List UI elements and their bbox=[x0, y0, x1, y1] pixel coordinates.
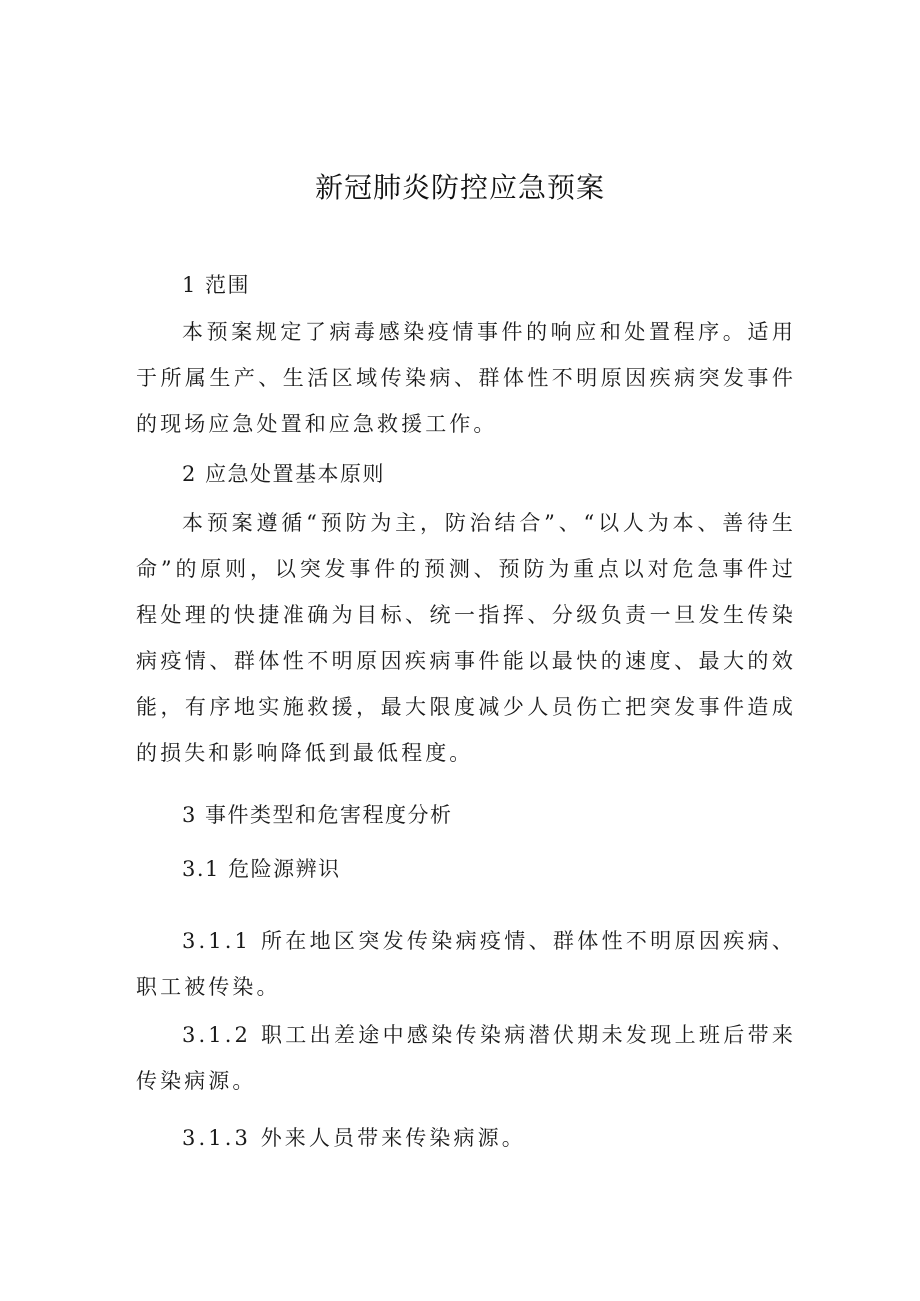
paragraph-3-1-2: 3.1.2 职工出差途中感染传染病潜伏期未发现上班后带来传染病源。 bbox=[136, 1023, 796, 1093]
paragraph-principles: 本预案遵循“预防为主，防治结合”、“以人为本、善待生命”的原则，以突发事件的预测、预防为重点以对危急事件过程处理的快捷准确为目标、统一指挥、分级负责一旦发生传染病疫情、群体性不明原因疾病事件能以最快的速度、最大的效能，有序地实施救援，最大限度减少人员伤亡把突发事件造成的损失和影响降低到最低程度。 bbox=[136, 511, 796, 765]
document-title: 新冠肺炎防控应急预案 bbox=[314, 171, 605, 204]
section-heading-principles: 2 应急处置基本原则 bbox=[182, 462, 386, 486]
paragraph-3-1-1: 3.1.1 所在地区突发传染病疫情、群体性不明原因疾病、职工被传染。 bbox=[136, 929, 796, 999]
subsection-heading-hazard-identification: 3.1 危险源辨识 bbox=[182, 857, 341, 881]
section-heading-scope: 1 范围 bbox=[182, 273, 251, 297]
paragraph-scope: 本预案规定了病毒感染疫情事件的响应和处置程序。适用于所属生产、生活区域传染病、群体性不明原因疾病突发事件的现场应急处置和应急救援工作。 bbox=[136, 320, 796, 436]
section-heading-event-types: 3 事件类型和危害程度分析 bbox=[182, 803, 453, 827]
paragraph-3-1-3: 3.1.3 外来人员带来传染病源。 bbox=[182, 1126, 526, 1150]
